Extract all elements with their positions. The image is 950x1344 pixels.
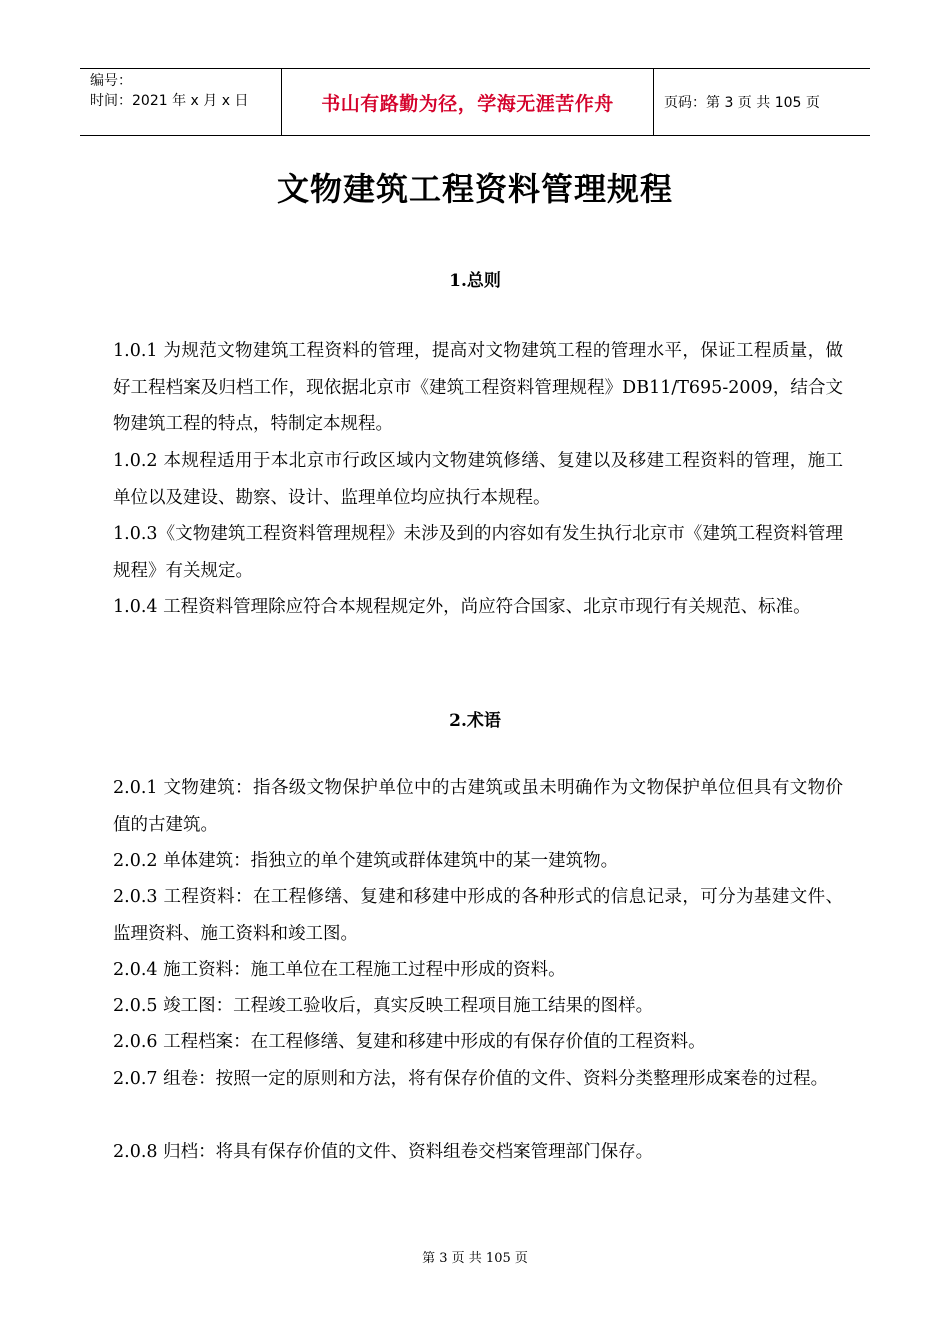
page-header (80, 68, 870, 136)
paragraph-2-0-7: 2.0.7 组卷：按照一定的原则和方法，将有保存价值的文件、资料分类整理形成案卷的过程。 (113, 1069, 829, 1089)
header-motto: 书山有路勤为径，学海无涯苦作舟 (281, 69, 654, 135)
header-meta (80, 69, 281, 135)
paragraph-1-0-3: 1.0.3《文物建筑工程资料管理规程》未涉及到的内容如有发生执行北京市《建筑工程资料管理规程》有关规定。 (113, 524, 843, 581)
paragraph-1-0-4: 1.0.4 工程资料管理除应符合本规程规定外，尚应符合国家、北京市现行有关规范、标准。 (113, 597, 811, 617)
section-heading-terms: 2.术语 (449, 711, 501, 731)
paragraph-2-0-6: 2.0.6 工程档案：在工程修缮、复建和移建中形成的有保存价值的工程资料。 (113, 1032, 706, 1052)
paragraph-2-0-1: 2.0.1 文物建筑：指各级文物保护单位中的古建筑或虽未明确作为文物保护单位但具有文物价值的古建筑。 (113, 778, 843, 835)
header-page-info: 页码：第 3 页 共 105 页 (664, 95, 820, 111)
page-footer: 第 3 页 共 105 页 (422, 1251, 528, 1266)
header-number-label: 编号： (90, 73, 132, 89)
document-title: 文物建筑工程资料管理规程 (276, 170, 673, 208)
header-time-label: 时间：2021 年 x 月 x 日 (90, 93, 249, 109)
paragraph-2-0-5: 2.0.5 竣工图：工程竣工验收后，真实反映工程项目施工结果的图样。 (113, 996, 654, 1016)
paragraph-1-0-1: 1.0.1 为规范文物建筑工程资料的管理，提高对文物建筑工程的管理水平，保证工程质量，做好工程档案及归档工作，现依据北京市《建筑工程资料管理规程》DB11/T695-2009，结合文物建筑工程的特点，特制定本规程。 (113, 341, 843, 434)
paragraph-2-0-2: 2.0.2 单体建筑：指独立的单个建筑或群体建筑中的某一建筑物。 (113, 851, 619, 871)
section-heading-general: 1.总则 (449, 271, 501, 291)
paragraph-1-0-2: 1.0.2 本规程适用于本北京市行政区域内文物建筑修缮、复建以及移建工程资料的管理，施工单位以及建设、勘察、设计、监理单位均应执行本规程。 (113, 451, 843, 508)
paragraph-2-0-3: 2.0.3 工程资料：在工程修缮、复建和移建中形成的各种形式的信息记录，可分为基建文件、监理资料、施工资料和竣工图。 (113, 887, 843, 944)
paragraph-2-0-8: 2.0.8 归档：将具有保存价值的文件、资料组卷交档案管理部门保存。 (113, 1142, 654, 1162)
paragraph-2-0-4: 2.0.4 施工资料：施工单位在工程施工过程中形成的资料。 (113, 960, 566, 980)
